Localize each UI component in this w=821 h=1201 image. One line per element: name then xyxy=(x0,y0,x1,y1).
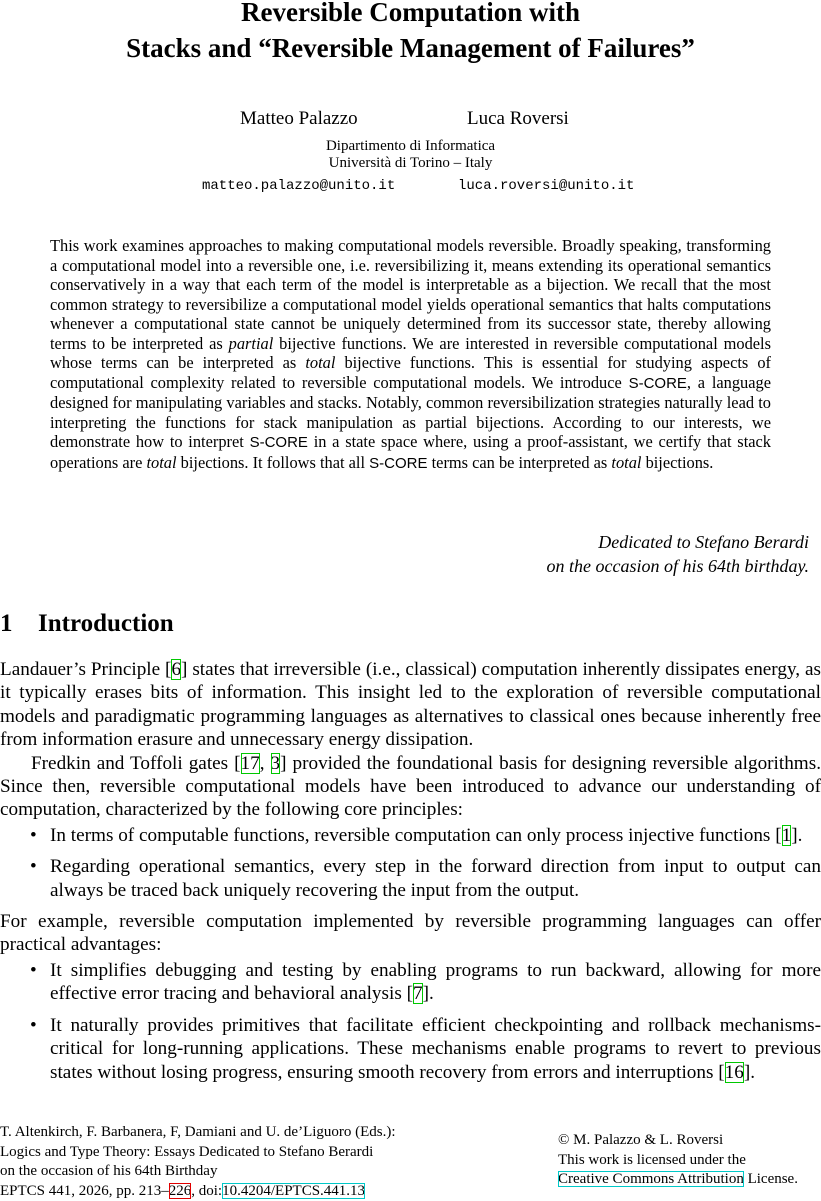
author-email-2[interactable]: luca.roversi@unito.it xyxy=(458,178,634,194)
text: ] provided the foundational basis for designing reversible algorithms. Since then, reversible computational models have been introduced to advance our understanding of computation, characterized by the following core principles: xyxy=(0,753,821,821)
bullet-list xyxy=(0,824,821,902)
citation-link[interactable]: 17 xyxy=(241,753,260,774)
title-line-1: Reversible Computation with xyxy=(0,0,821,30)
section-title: Introduction xyxy=(38,610,174,637)
bullet-icon: • xyxy=(30,855,37,878)
text: , doi: xyxy=(191,1183,222,1199)
copyright-line: © M. Palazzo & L. Roversi xyxy=(558,1131,798,1151)
paragraph: For example, reversible computation implemented by reversible programming languages can offer practical advantages: xyxy=(0,910,821,957)
bullet-list xyxy=(0,959,821,1084)
text: , xyxy=(260,753,271,774)
dedication xyxy=(547,530,810,578)
list-item xyxy=(0,1014,821,1084)
abstract-text: in a state space where, using a proof-assistant, we certify that stack operations are xyxy=(50,432,771,472)
dedication-line-1: Dedicated to Stefano Berardi xyxy=(547,530,810,554)
footer-line: on the occasion of his 64th Birthday xyxy=(0,1162,396,1182)
author-name-2: Luca Roversi xyxy=(467,108,569,130)
author-name-1: Matteo Palazzo xyxy=(240,108,358,130)
license-link[interactable]: Creative Commons Attribution xyxy=(558,1171,744,1187)
text: ]. xyxy=(791,825,802,846)
abstract-emph: total xyxy=(147,453,177,472)
score-name: S-CORE xyxy=(250,434,308,451)
author-email-1[interactable]: matteo.palazzo@unito.it xyxy=(202,178,395,194)
page-link[interactable]: 226 xyxy=(169,1183,192,1199)
citation-link[interactable]: 16 xyxy=(725,1062,744,1083)
text: License. xyxy=(744,1171,798,1187)
text: Landauer’s Principle [ xyxy=(0,659,171,680)
abstract-text: bijective functions. We are interested in reversible computational models whose terms can be interpreted as xyxy=(50,334,771,373)
doi-link[interactable]: 10.4204/EPTCS.441.13 xyxy=(222,1183,365,1199)
footer-line xyxy=(0,1182,396,1201)
list-item xyxy=(0,855,821,902)
text: It simplifies debugging and testing by enabling programs to run backward, allowing for more effective error tracing and behavioral analysis [ xyxy=(50,960,821,1004)
text: It naturally provides primitives that facilitate efficient checkpointing and rollback mechanisms-critical for long-running applications. These mechanisms enable programs to revert to previous states without losing progress, ensuring smooth recovery from errors and interruptions [ xyxy=(50,1015,821,1083)
text: In terms of computable functions, reversible computation can only process injective functions [ xyxy=(50,825,782,846)
abstract-text: , a language designed for manipulating variables and stacks. Notably, common reversibilization strategies naturally lead to interpreting the functions for stack manipulation as partial bijections. According to our interests, we demonstrate how to interpret xyxy=(50,373,771,452)
paragraph xyxy=(0,658,821,752)
text: ] states that irreversible (i.e., classical) computation inherently dissipates energy, as it typically erases bits of information. This insight led to the exploration of reversible computational models and paradigmatic programming languages as alternatives to classical ones because inherently free from information erasure and unnecessary energy dissipation. xyxy=(0,659,821,750)
footer-license xyxy=(558,1131,798,1190)
abstract-text: bijective functions. This is essential for studying aspects of computational complexity related to reversible computational models. We introduce xyxy=(50,353,771,392)
body-text xyxy=(0,658,821,1092)
text: Fredkin and Toffoli gates [ xyxy=(31,753,241,774)
score-name: S-CORE xyxy=(369,455,427,472)
license-line: This work is licensed under the xyxy=(558,1151,798,1171)
footer-line: T. Altenkirch, F. Barbanera, F, Damiani and U. de’Liguoro (Eds.): xyxy=(0,1123,396,1143)
abstract-text: This work examines approaches to making computational models reversible. Broadly speaking, transforming a computational model into a reversible one, i.e. reversibilizing it, means extending its operational semantics conservatively in a way that each term of the model is interpretable as a bijection. We recall that the most common strategy to reversibilize a computational model yields operational semantics that halts computations whenever a computational state cannot be uniquely determined from its successor state, thereby allowing terms to be interpreted as xyxy=(50,236,771,353)
section-heading xyxy=(0,610,174,638)
paragraph xyxy=(0,752,821,822)
bullet-icon: • xyxy=(30,959,37,982)
footer-citation xyxy=(0,1123,396,1201)
title-line-2: Stacks and “Reversible Management of Failures” xyxy=(0,30,821,66)
text: EPTCS 441, 2026, pp. 213– xyxy=(0,1183,169,1199)
abstract xyxy=(50,236,771,473)
abstract-text: terms can be interpreted as xyxy=(432,453,608,472)
affiliation-line-1: Dipartimento di Informatica xyxy=(0,138,821,155)
citation-link[interactable]: 6 xyxy=(171,659,181,680)
affiliation xyxy=(0,138,821,172)
affiliation-line-2: Università di Torino – Italy xyxy=(0,155,821,172)
list-item xyxy=(0,824,821,847)
abstract-emph: total xyxy=(305,353,335,372)
text: ]. xyxy=(423,983,434,1004)
text: Regarding operational semantics, every step in the forward direction from input to output can always be traced back uniquely recovering the input from the output. xyxy=(50,856,821,900)
score-name: S-CORE xyxy=(629,375,687,392)
abstract-emph: total xyxy=(611,453,641,472)
bullet-icon: • xyxy=(30,824,37,847)
citation-link[interactable]: 7 xyxy=(413,983,423,1004)
abstract-emph: partial xyxy=(229,334,274,353)
citation-link[interactable]: 1 xyxy=(782,825,792,846)
bullet-icon: • xyxy=(30,1014,37,1037)
citation-link[interactable]: 3 xyxy=(271,753,281,774)
abstract-text: bijections. xyxy=(646,453,714,472)
license-line xyxy=(558,1170,798,1190)
text: ]. xyxy=(744,1062,755,1083)
dedication-line-2: on the occasion of his 64th birthday. xyxy=(547,554,810,578)
abstract-text: bijections. It follows that all xyxy=(181,453,365,472)
paper-title xyxy=(0,0,821,66)
list-item xyxy=(0,959,821,1006)
section-number: 1 xyxy=(0,610,38,638)
footer-line: Logics and Type Theory: Essays Dedicated to Stefano Berardi xyxy=(0,1143,396,1163)
